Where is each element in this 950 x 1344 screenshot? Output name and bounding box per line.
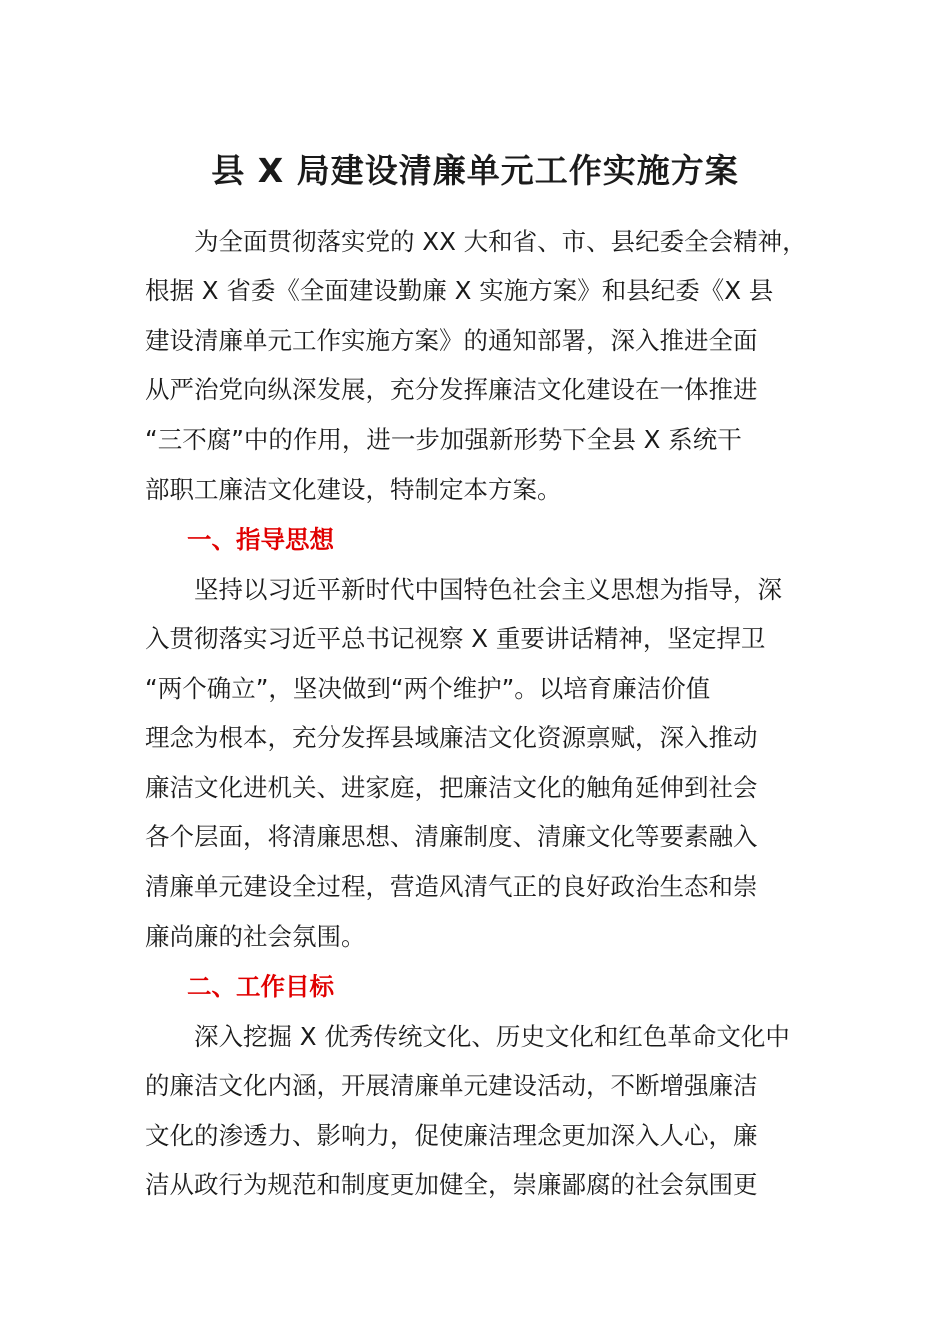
intro-line: 为全面贯彻落实党的 XX 大和省、市、县纪委全会精神， xyxy=(145,227,807,256)
section1-line: 入贯彻落实习近平总书记视察 X 重要讲话精神，坚定捍卫 xyxy=(145,624,766,653)
section2-line: 洁从政行为规范和制度更加健全，崇廉鄙腐的社会氛围更 xyxy=(145,1170,758,1199)
intro-line: “三不腐”中的作用，进一步加强新形势下全县 X 系统干 xyxy=(145,425,742,454)
section2-line: 深入挖掘 X 优秀传统文化、历史文化和红色革命文化中 xyxy=(145,1022,790,1051)
intro-line: 从严治党向纵深发展，充分发挥廉洁文化建设在一体推进 xyxy=(145,375,758,404)
document-title: 县 X 局建设清廉单元工作实施方案 xyxy=(211,151,739,190)
section1-line: “两个确立”，坚决做到“两个维护”。以培育廉洁价值 xyxy=(145,674,711,703)
section2-line: 文化的渗透力、影响力，促使廉洁理念更加深入人心，廉 xyxy=(145,1121,758,1150)
section1-line: 理念为根本，充分发挥县域廉洁文化资源禀赋，深入推动 xyxy=(145,723,758,752)
section1-line: 廉尚廉的社会氛围。 xyxy=(145,922,366,951)
section1-line: 清廉单元建设全过程，营造风清气正的良好政治生态和崇 xyxy=(145,872,758,901)
section2-line: 的廉洁文化内涵，开展清廉单元建设活动，不断增强廉洁 xyxy=(145,1071,758,1100)
intro-line: 根据 X 省委《全面建设勤廉 X 实施方案》和县纪委《X 县 xyxy=(145,276,774,305)
intro-line: 部职工廉洁文化建设，特制定本方案。 xyxy=(145,475,562,504)
section-heading-guiding-ideology: 一、指导思想 xyxy=(187,525,334,554)
section-heading-work-goals: 二、工作目标 xyxy=(187,972,334,1001)
section1-line: 廉洁文化进机关、进家庭，把廉洁文化的触角延伸到社会 xyxy=(145,773,758,802)
section1-line: 坚持以习近平新时代中国特色社会主义思想为指导，深 xyxy=(145,575,782,604)
section1-line: 各个层面，将清廉思想、清廉制度、清廉文化等要素融入 xyxy=(145,822,758,851)
intro-line: 建设清廉单元工作实施方案》的通知部署，深入推进全面 xyxy=(145,326,758,355)
